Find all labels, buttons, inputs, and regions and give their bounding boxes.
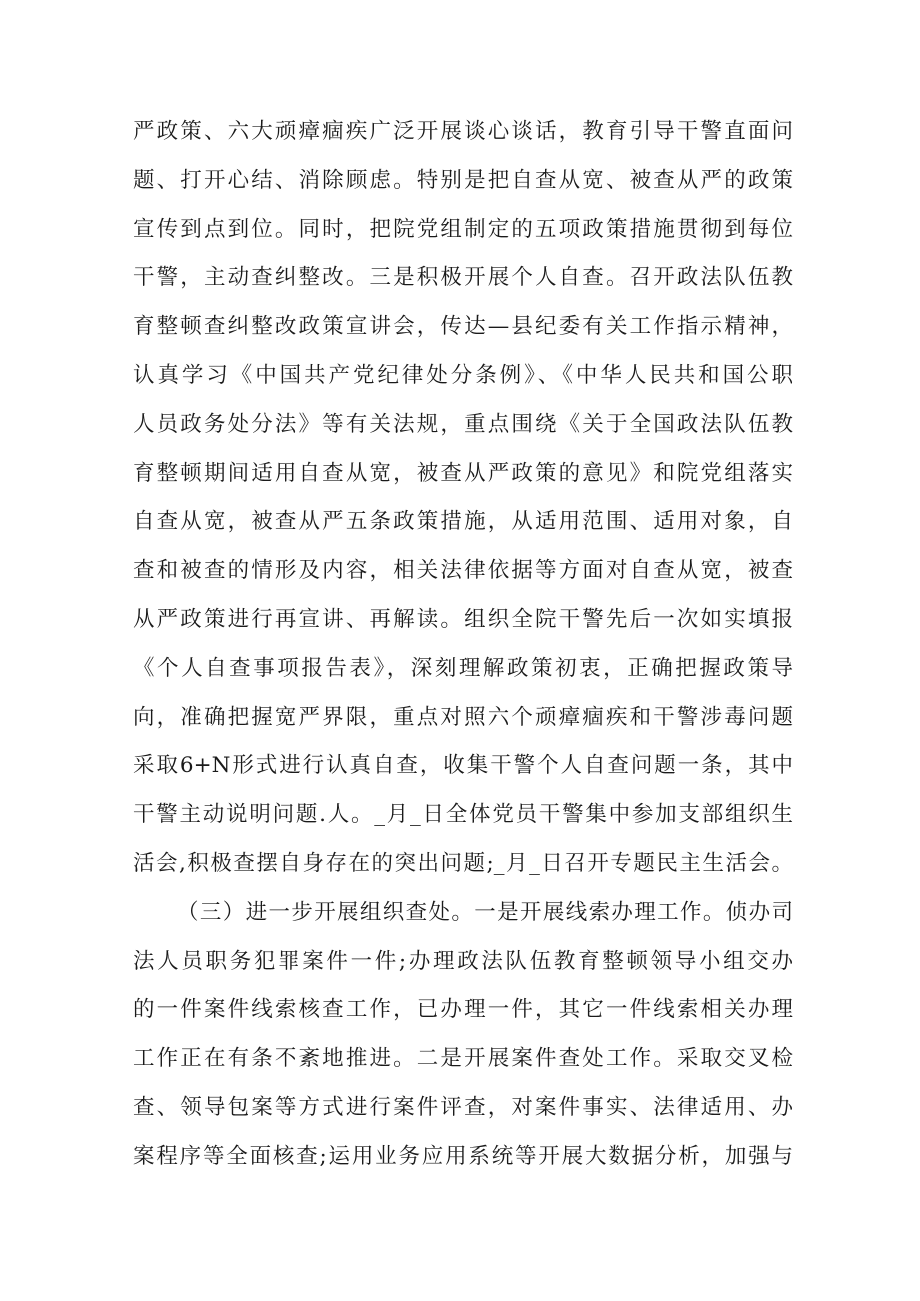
text-line: 自查从宽，被查从严五条政策措施，从适用范围、适用对象，自 bbox=[133, 509, 793, 535]
text-line: 工作正在有条不紊地推进。二是开展案件查处工作。采取交叉检 bbox=[133, 1046, 793, 1072]
text-line: 案程序等全面核查;运用业务应用系统等开展大数据分析，加强与 bbox=[133, 1143, 793, 1169]
text-line: 育整顿期间适用自查从宽，被查从严政策的意见》和院党组落实 bbox=[133, 460, 793, 486]
text-line: 认真学习《中国共产党纪律处分条例》、《中华人民共和国公职 bbox=[133, 362, 793, 388]
text-line: 活会,积极查摆自身存在的突出问题;_月_日召开专题民主生活会。 bbox=[133, 850, 793, 876]
text-line: 查和被查的情形及内容，相关法律依据等方面对自查从宽，被查 bbox=[133, 558, 793, 584]
text-line: 题、打开心结、消除顾虑。特别是把自查从宽、被查从严的政策 bbox=[133, 167, 793, 193]
section-heading-line: （三）进一步开展组织查处。一是开展线索办理工作。侦办司 bbox=[177, 899, 793, 925]
text-line: 法人员职务犯罪案件一件;办理政法队伍教育整顿领导小组交办 bbox=[133, 948, 793, 974]
body-text bbox=[133, 108, 793, 1182]
text-line: 向，准确把握宽严界限，重点对照六个顽瘴痼疾和干警涉毒问题 bbox=[133, 704, 793, 730]
text-line: 的一件案件线索核查工作，已办理一件，其它一件线索相关办理 bbox=[133, 997, 793, 1023]
text-line: 干警主动说明问题.人。_月_日全体党员干警集中参加支部组织生 bbox=[133, 802, 793, 828]
text-line: 严政策、六大顽瘴痼疾广泛开展谈心谈话，教育引导干警直面问 bbox=[133, 119, 793, 144]
text-line: 人员政务处分法》等有关法规，重点围绕《关于全国政法队伍教 bbox=[133, 411, 793, 437]
text-line: 育整顿查纠整改政策宣讲会，传达—县纪委有关工作指示精神， bbox=[133, 314, 793, 340]
text-line: 从严政策进行再宣讲、再解读。组织全院干警先后一次如实填报 bbox=[133, 606, 793, 632]
text-line: 宣传到点到位。同时，把院党组制定的五项政策措施贯彻到每位 bbox=[133, 216, 793, 242]
text-line: 采取6+N形式进行认真自查，收集干警个人自查问题一条，其中 bbox=[133, 753, 793, 779]
text-line: 查、领导包案等方式进行案件评查，对案件事实、法律适用、办 bbox=[133, 1094, 793, 1120]
text-line: 干警，主动查纠整改。三是积极开展个人自查。召开政法队伍教 bbox=[133, 265, 793, 291]
text-line: 《个人自查事项报告表》，深刻理解政策初衷，正确把握政策导 bbox=[133, 655, 793, 681]
